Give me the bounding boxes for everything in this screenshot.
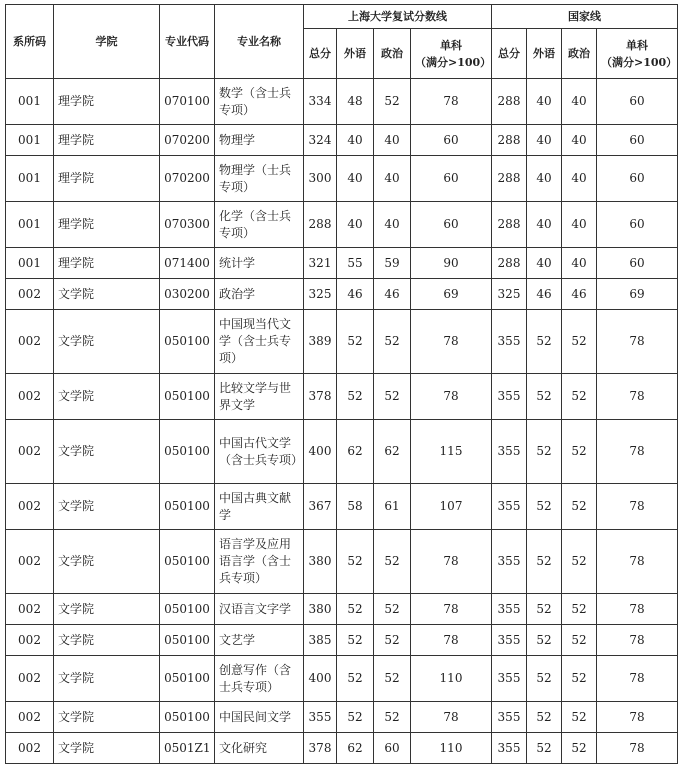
shu-single-cell: 90 (411, 248, 492, 279)
header-shu-politics: 政治 (374, 29, 411, 79)
shu-total-cell: 300 (304, 156, 337, 202)
college-cell: 文学院 (54, 484, 160, 530)
nat-politics-cell: 52 (562, 702, 597, 733)
shu-total-cell: 324 (304, 125, 337, 156)
header-nat-total: 总分 (492, 29, 527, 79)
dept-code-cell: 002 (6, 279, 54, 310)
nat-single-cell: 78 (597, 310, 678, 374)
major-name-cell: 比较文学与世界文学 (215, 374, 304, 420)
shu-single-cell: 78 (411, 625, 492, 656)
shu-politics-cell: 52 (374, 625, 411, 656)
nat-total-cell: 288 (492, 202, 527, 248)
shu-total-cell: 367 (304, 484, 337, 530)
major-code-cell: 050100 (160, 374, 215, 420)
nat-foreign-cell: 40 (527, 202, 562, 248)
table-row (6, 530, 678, 594)
nat-single-cell: 78 (597, 420, 678, 484)
nat-total-cell: 355 (492, 702, 527, 733)
shu-foreign-cell: 55 (337, 248, 374, 279)
nat-single-cell: 69 (597, 279, 678, 310)
nat-politics-cell: 40 (562, 125, 597, 156)
shu-politics-cell: 46 (374, 279, 411, 310)
nat-single-cell: 78 (597, 594, 678, 625)
nat-total-cell: 325 (492, 279, 527, 310)
shu-politics-cell: 52 (374, 656, 411, 702)
table-row (6, 594, 678, 625)
college-cell: 文学院 (54, 733, 160, 764)
shu-foreign-cell: 52 (337, 310, 374, 374)
header-nat-politics: 政治 (562, 29, 597, 79)
major-name-cell: 统计学 (215, 248, 304, 279)
nat-single-cell: 78 (597, 625, 678, 656)
major-name-cell: 政治学 (215, 279, 304, 310)
dept-code-cell: 002 (6, 733, 54, 764)
table-row (6, 656, 678, 702)
shu-total-cell: 380 (304, 530, 337, 594)
shu-politics-cell: 52 (374, 702, 411, 733)
major-name-cell: 文艺学 (215, 625, 304, 656)
shu-politics-cell: 40 (374, 156, 411, 202)
dept-code-cell: 002 (6, 530, 54, 594)
shu-total-cell: 400 (304, 420, 337, 484)
nat-politics-cell: 52 (562, 420, 597, 484)
shu-foreign-cell: 48 (337, 79, 374, 125)
nat-single-cell: 60 (597, 248, 678, 279)
table-row (6, 248, 678, 279)
major-code-cell: 050100 (160, 594, 215, 625)
nat-politics-cell: 40 (562, 202, 597, 248)
nat-total-cell: 288 (492, 248, 527, 279)
nat-total-cell: 355 (492, 310, 527, 374)
table-row (6, 702, 678, 733)
table-row (6, 202, 678, 248)
header-nat-single-label: 单科 (626, 38, 648, 52)
nat-foreign-cell: 52 (527, 530, 562, 594)
major-name-cell: 物理学（士兵专项） (215, 156, 304, 202)
nat-single-cell: 78 (597, 374, 678, 420)
shu-single-cell: 78 (411, 79, 492, 125)
major-name-cell: 中国现当代文学（含士兵专项） (215, 310, 304, 374)
college-cell: 文学院 (54, 374, 160, 420)
nat-single-cell: 60 (597, 202, 678, 248)
nat-foreign-cell: 40 (527, 125, 562, 156)
major-code-cell: 070200 (160, 156, 215, 202)
shu-foreign-cell: 40 (337, 156, 374, 202)
shu-total-cell: 288 (304, 202, 337, 248)
table-row (6, 79, 678, 125)
dept-code-cell: 002 (6, 625, 54, 656)
major-code-cell: 0501Z1 (160, 733, 215, 764)
nat-single-cell: 60 (597, 79, 678, 125)
shu-foreign-cell: 58 (337, 484, 374, 530)
dept-code-cell: 001 (6, 156, 54, 202)
shu-foreign-cell: 52 (337, 625, 374, 656)
major-code-cell: 050100 (160, 530, 215, 594)
shu-politics-cell: 40 (374, 125, 411, 156)
header-nat-single-note: （满分>100） (601, 55, 678, 69)
nat-politics-cell: 52 (562, 310, 597, 374)
nat-foreign-cell: 52 (527, 702, 562, 733)
header-major-code: 专业代码 (160, 5, 215, 79)
shu-foreign-cell: 40 (337, 202, 374, 248)
major-name-cell: 中国古代文学（含士兵专项） (215, 420, 304, 484)
shu-politics-cell: 52 (374, 310, 411, 374)
nat-total-cell: 355 (492, 656, 527, 702)
major-code-cell: 050100 (160, 484, 215, 530)
score-table (5, 4, 678, 764)
dept-code-cell: 001 (6, 248, 54, 279)
shu-total-cell: 400 (304, 656, 337, 702)
nat-politics-cell: 52 (562, 530, 597, 594)
college-cell: 文学院 (54, 530, 160, 594)
table-row (6, 156, 678, 202)
dept-code-cell: 002 (6, 420, 54, 484)
shu-foreign-cell: 52 (337, 374, 374, 420)
major-name-cell: 物理学 (215, 125, 304, 156)
table-row (6, 420, 678, 484)
major-name-cell: 文化研究 (215, 733, 304, 764)
shu-foreign-cell: 52 (337, 702, 374, 733)
dept-code-cell: 002 (6, 594, 54, 625)
shu-politics-cell: 61 (374, 484, 411, 530)
nat-total-cell: 355 (492, 625, 527, 656)
nat-single-cell: 78 (597, 530, 678, 594)
college-cell: 理学院 (54, 125, 160, 156)
nat-politics-cell: 52 (562, 656, 597, 702)
shu-politics-cell: 62 (374, 420, 411, 484)
college-cell: 理学院 (54, 248, 160, 279)
shu-single-cell: 69 (411, 279, 492, 310)
shu-total-cell: 334 (304, 79, 337, 125)
shu-single-cell: 110 (411, 656, 492, 702)
college-cell: 理学院 (54, 156, 160, 202)
header-nat-foreign: 外语 (527, 29, 562, 79)
dept-code-cell: 002 (6, 310, 54, 374)
nat-single-cell: 78 (597, 733, 678, 764)
nat-total-cell: 288 (492, 79, 527, 125)
major-code-cell: 071400 (160, 248, 215, 279)
nat-total-cell: 355 (492, 484, 527, 530)
table-row (6, 279, 678, 310)
header-national-line: 国家线 (492, 5, 678, 29)
shu-single-cell: 60 (411, 156, 492, 202)
major-code-cell: 070100 (160, 79, 215, 125)
major-code-cell: 050100 (160, 625, 215, 656)
shu-single-cell: 115 (411, 420, 492, 484)
header-college: 学院 (54, 5, 160, 79)
header-major-name: 专业名称 (215, 5, 304, 79)
major-code-cell: 030200 (160, 279, 215, 310)
shu-politics-cell: 52 (374, 530, 411, 594)
dept-code-cell: 001 (6, 202, 54, 248)
college-cell: 文学院 (54, 420, 160, 484)
nat-total-cell: 288 (492, 156, 527, 202)
nat-foreign-cell: 40 (527, 248, 562, 279)
nat-single-cell: 78 (597, 484, 678, 530)
nat-foreign-cell: 52 (527, 733, 562, 764)
nat-politics-cell: 52 (562, 484, 597, 530)
shu-single-cell: 78 (411, 310, 492, 374)
shu-single-cell: 78 (411, 374, 492, 420)
nat-total-cell: 355 (492, 594, 527, 625)
major-name-cell: 中国民间文学 (215, 702, 304, 733)
nat-total-cell: 355 (492, 374, 527, 420)
shu-foreign-cell: 40 (337, 125, 374, 156)
dept-code-cell: 001 (6, 79, 54, 125)
major-name-cell: 中国古典文献学 (215, 484, 304, 530)
college-cell: 文学院 (54, 310, 160, 374)
shu-total-cell: 355 (304, 702, 337, 733)
nat-total-cell: 288 (492, 125, 527, 156)
shu-politics-cell: 52 (374, 79, 411, 125)
shu-single-cell: 78 (411, 530, 492, 594)
nat-politics-cell: 46 (562, 279, 597, 310)
shu-single-cell: 110 (411, 733, 492, 764)
college-cell: 理学院 (54, 202, 160, 248)
header-shu-total: 总分 (304, 29, 337, 79)
college-cell: 文学院 (54, 656, 160, 702)
major-name-cell: 数学（含士兵专项） (215, 79, 304, 125)
shu-total-cell: 378 (304, 374, 337, 420)
shu-foreign-cell: 62 (337, 733, 374, 764)
shu-politics-cell: 40 (374, 202, 411, 248)
table-row (6, 374, 678, 420)
nat-politics-cell: 40 (562, 156, 597, 202)
nat-single-cell: 60 (597, 156, 678, 202)
college-cell: 文学院 (54, 625, 160, 656)
shu-foreign-cell: 62 (337, 420, 374, 484)
nat-politics-cell: 52 (562, 733, 597, 764)
shu-single-cell: 78 (411, 702, 492, 733)
nat-politics-cell: 40 (562, 79, 597, 125)
shu-total-cell: 380 (304, 594, 337, 625)
nat-foreign-cell: 52 (527, 484, 562, 530)
major-name-cell: 化学（含士兵专项） (215, 202, 304, 248)
nat-foreign-cell: 40 (527, 79, 562, 125)
nat-foreign-cell: 52 (527, 656, 562, 702)
dept-code-cell: 002 (6, 656, 54, 702)
nat-foreign-cell: 52 (527, 374, 562, 420)
dept-code-cell: 002 (6, 374, 54, 420)
shu-foreign-cell: 46 (337, 279, 374, 310)
shu-foreign-cell: 52 (337, 594, 374, 625)
nat-single-cell: 60 (597, 125, 678, 156)
table-row (6, 733, 678, 764)
nat-politics-cell: 40 (562, 248, 597, 279)
nat-foreign-cell: 52 (527, 310, 562, 374)
shu-politics-cell: 52 (374, 374, 411, 420)
major-name-cell: 语言学及应用语言学（含士兵专项） (215, 530, 304, 594)
nat-politics-cell: 52 (562, 625, 597, 656)
college-cell: 文学院 (54, 279, 160, 310)
nat-single-cell: 78 (597, 702, 678, 733)
header-shu-single-note: （满分>100） (415, 55, 492, 69)
major-name-cell: 创意写作（含士兵专项） (215, 656, 304, 702)
major-code-cell: 050100 (160, 702, 215, 733)
major-code-cell: 050100 (160, 310, 215, 374)
table-row (6, 484, 678, 530)
dept-code-cell: 002 (6, 702, 54, 733)
shu-total-cell: 378 (304, 733, 337, 764)
college-cell: 文学院 (54, 702, 160, 733)
shu-single-cell: 78 (411, 594, 492, 625)
shu-politics-cell: 59 (374, 248, 411, 279)
shu-single-cell: 107 (411, 484, 492, 530)
college-cell: 理学院 (54, 79, 160, 125)
nat-foreign-cell: 40 (527, 156, 562, 202)
nat-foreign-cell: 52 (527, 420, 562, 484)
dept-code-cell: 001 (6, 125, 54, 156)
shu-total-cell: 325 (304, 279, 337, 310)
header-shu-line: 上海大学复试分数线 (304, 5, 492, 29)
table-row (6, 310, 678, 374)
shu-single-cell: 60 (411, 125, 492, 156)
score-table-body (6, 79, 678, 764)
major-code-cell: 070200 (160, 125, 215, 156)
header-shu-foreign: 外语 (337, 29, 374, 79)
nat-foreign-cell: 52 (527, 625, 562, 656)
shu-foreign-cell: 52 (337, 656, 374, 702)
shu-politics-cell: 52 (374, 594, 411, 625)
nat-politics-cell: 52 (562, 594, 597, 625)
header-row-top (6, 5, 678, 29)
nat-politics-cell: 52 (562, 374, 597, 420)
shu-total-cell: 389 (304, 310, 337, 374)
nat-single-cell: 78 (597, 656, 678, 702)
table-row (6, 625, 678, 656)
header-nat-single (597, 29, 678, 79)
nat-total-cell: 355 (492, 530, 527, 594)
table-row (6, 125, 678, 156)
shu-foreign-cell: 52 (337, 530, 374, 594)
shu-single-cell: 60 (411, 202, 492, 248)
shu-total-cell: 385 (304, 625, 337, 656)
college-cell: 文学院 (54, 594, 160, 625)
dept-code-cell: 002 (6, 484, 54, 530)
major-name-cell: 汉语言文字学 (215, 594, 304, 625)
major-code-cell: 050100 (160, 656, 215, 702)
header-dept-code: 系所码 (6, 5, 54, 79)
nat-total-cell: 355 (492, 420, 527, 484)
shu-total-cell: 321 (304, 248, 337, 279)
header-shu-single (411, 29, 492, 79)
nat-foreign-cell: 52 (527, 594, 562, 625)
nat-total-cell: 355 (492, 733, 527, 764)
major-code-cell: 070300 (160, 202, 215, 248)
shu-politics-cell: 60 (374, 733, 411, 764)
nat-foreign-cell: 46 (527, 279, 562, 310)
major-code-cell: 050100 (160, 420, 215, 484)
header-shu-single-label: 单科 (440, 38, 462, 52)
